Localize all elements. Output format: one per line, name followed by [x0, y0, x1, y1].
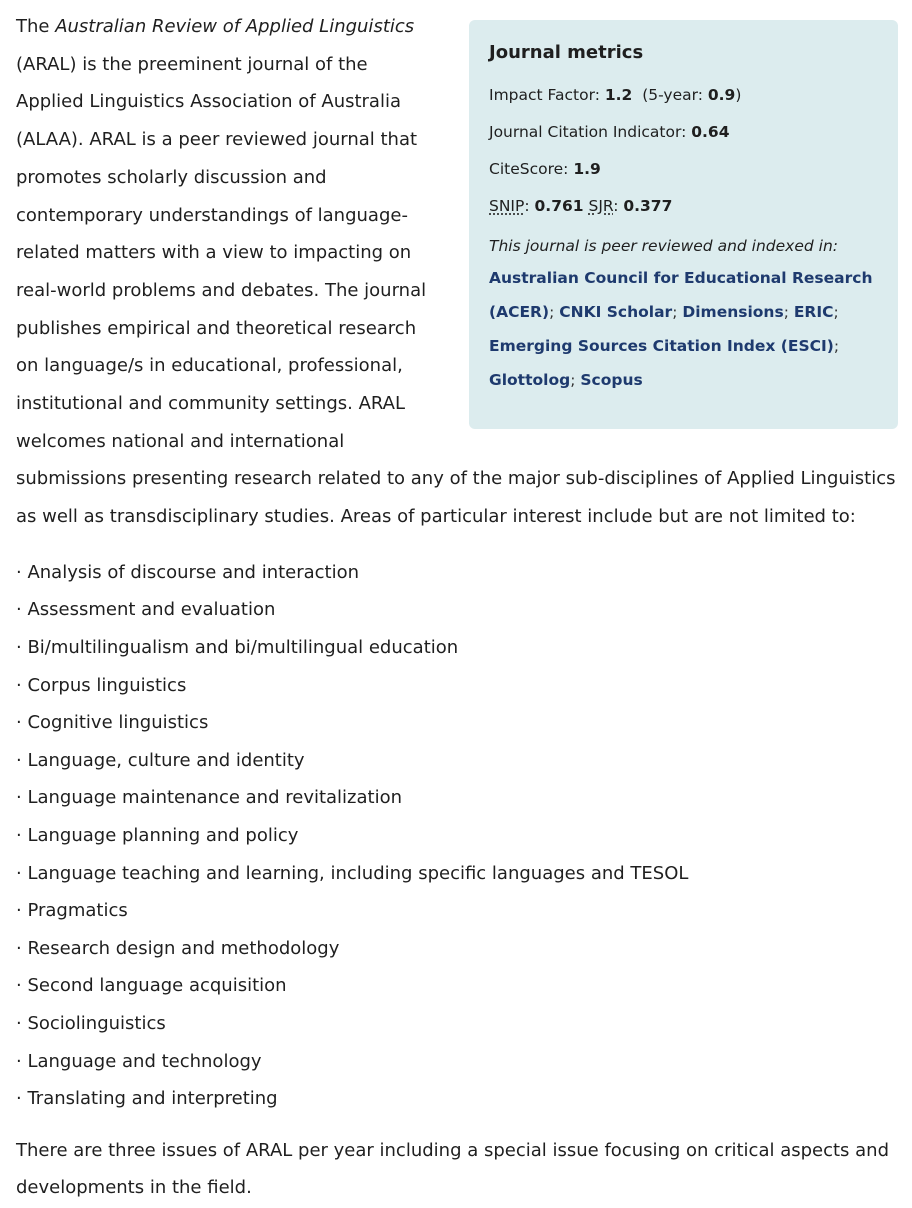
list-item: · Second language acquisition: [16, 967, 896, 1005]
index-links: Australian Council for Educational Research (ACER); CNKI Scholar; Dimensions; ERIC; Emerging Sources Citation Index (ESCI); Glottolog; Scopus: [489, 269, 873, 389]
index-link-scopus[interactable]: Scopus: [580, 371, 643, 389]
citescore-value: 1.9: [573, 160, 601, 178]
list-item: · Language and technology: [16, 1043, 896, 1081]
index-link-glottolog[interactable]: Glottolog: [489, 371, 571, 389]
list-item: · Assessment and evaluation: [16, 591, 896, 629]
list-item: · Analysis of discourse and interaction: [16, 554, 896, 592]
list-item: · Cognitive linguistics: [16, 704, 896, 742]
impact-factor-metric: [489, 77, 878, 114]
list-item: · Language maintenance and revitalization: [16, 779, 896, 817]
five-year-label: (5-year:: [642, 86, 708, 104]
impact-factor-label: Impact Factor:: [489, 86, 605, 104]
journal-name: Australian Review of Applied Linguistics: [55, 16, 415, 37]
list-item: · Corpus linguistics: [16, 667, 896, 705]
jci-value: 0.64: [691, 123, 730, 141]
impact-factor-value: 1.2: [604, 86, 633, 104]
journal-metrics-title: Journal metrics: [489, 42, 644, 63]
list-item: · Language, culture and identity: [16, 742, 896, 780]
snip-sjr-metric: SNIP: 0.761 SJR: 0.377: [489, 197, 673, 215]
snip-value: 0.761: [534, 197, 584, 215]
list-item: · Bi/multilingualism and bi/multilingual education: [16, 629, 896, 667]
five-year-value: 0.9: [707, 86, 736, 104]
list-item: · Language teaching and learning, including specific languages and TESOL: [16, 855, 896, 893]
journal-metrics-panel: [469, 20, 898, 429]
closing-paragraph: There are three issues of ARAL per year including a special issue focusing on critical aspects and developments in the field.: [16, 1139, 890, 1199]
index-link-esci[interactable]: Emerging Sources Citation Index (ESCI): [489, 337, 834, 355]
index-link-acer[interactable]: Australian Council for Educational Research (ACER): [489, 269, 873, 321]
jci-label: Journal Citation Indicator:: [489, 123, 692, 141]
intro-lead: The: [16, 16, 56, 37]
sjr-abbr[interactable]: SJR: [588, 197, 614, 215]
citescore-metric: [489, 151, 878, 188]
five-year-close: ): [735, 86, 742, 104]
index-link-dimensions[interactable]: Dimensions: [682, 303, 784, 321]
index-link-eric[interactable]: ERIC: [793, 303, 834, 321]
index-link-cnki-scholar[interactable]: CNKI Scholar: [559, 303, 673, 321]
list-item: · Translating and interpreting: [16, 1080, 896, 1118]
indexed-in-label: This journal is peer reviewed and indexed in:: [489, 237, 838, 255]
list-item: · Research design and methodology: [16, 930, 896, 968]
citescore-label: CiteScore:: [489, 160, 574, 178]
intro-rest: (ARAL) is the preeminent journal of the Applied Linguistics Association of Australia (ALAA). ARAL is a peer reviewed journal that promotes scholarly discussion and contemporary understandings of language-related matters with a view to impacting on real-world problems and debates. The journal publishes empirical and theoretical research on language/s in educational, professional, institutional and community settings. ARAL welcomes national and international submissions presenting research related to any of the major sub-disciplines of Applied Linguistics as well as transdisciplinary studies. Areas of particular interest include but are not limited to:: [16, 53, 896, 528]
list-item: · Pragmatics: [16, 892, 896, 930]
topics-list: [16, 554, 896, 1118]
list-item: · Sociolinguistics: [16, 1005, 896, 1043]
list-item: · Language planning and policy: [16, 817, 896, 855]
sjr-value: 0.377: [623, 197, 673, 215]
journal-description-page: [0, 8, 912, 1208]
snip-abbr[interactable]: SNIP: [489, 197, 525, 215]
jci-metric: [489, 114, 878, 151]
